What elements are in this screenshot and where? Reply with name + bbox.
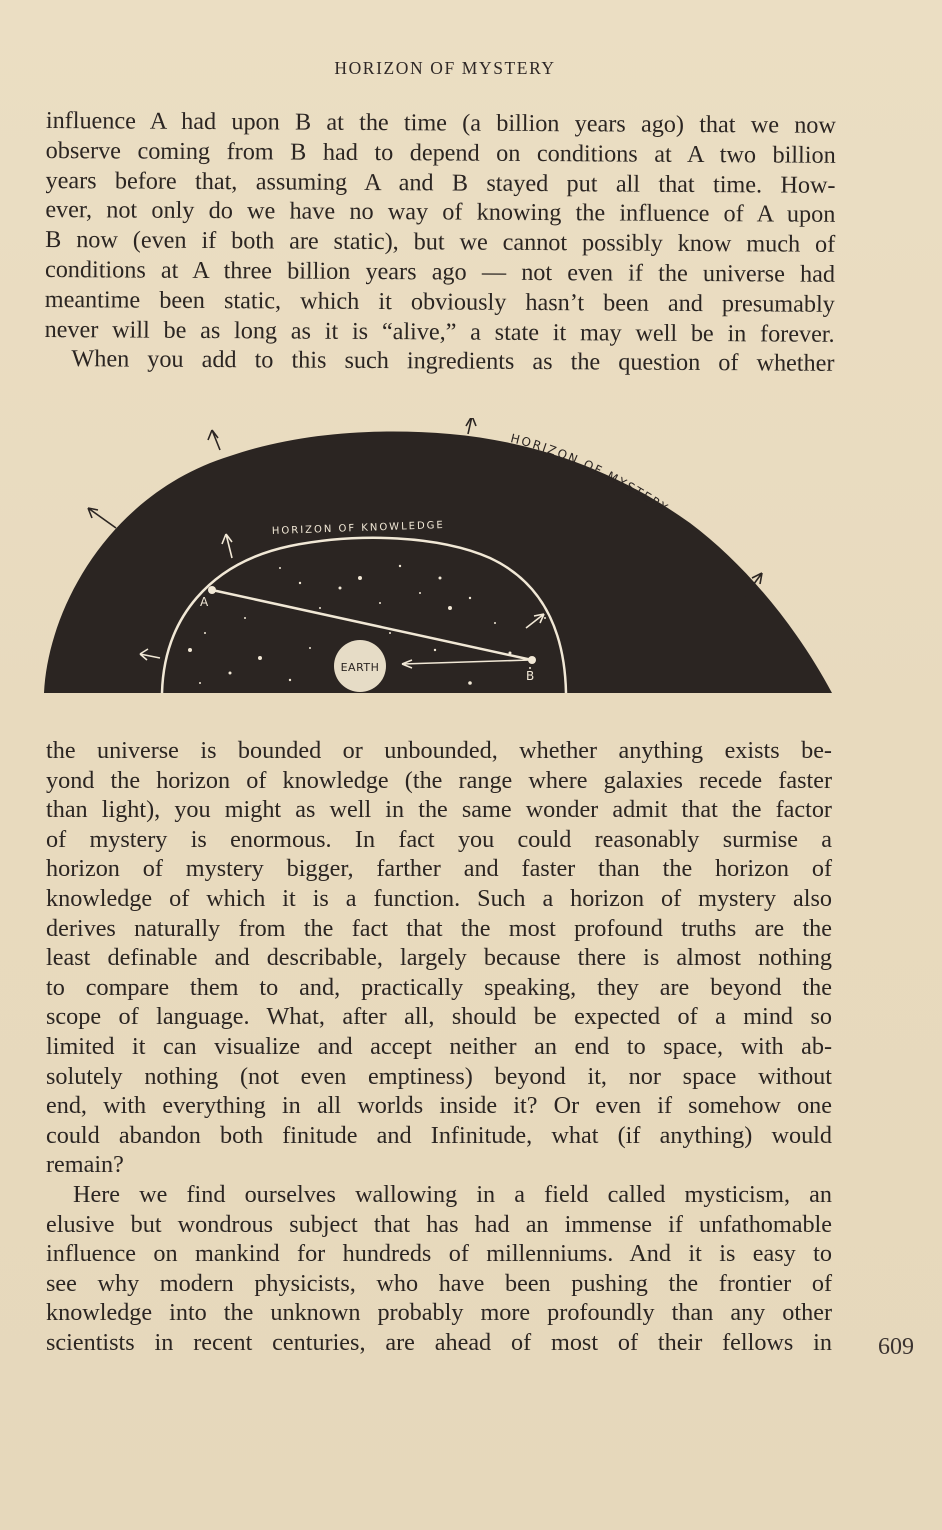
star <box>244 617 246 619</box>
text-line: to compare them to and, practically speaking, they are beyond the <box>46 973 832 1001</box>
text-line: remain? <box>46 1151 124 1179</box>
text-line: scope of language. What, after all, should be expected of a mind so <box>46 1003 832 1031</box>
text-line: knowledge of which it is a function. Such a horizon of mystery also <box>46 884 832 912</box>
text-line: When you add to this such ingredients as the question of whether <box>71 345 835 378</box>
text-line: least definable and describable, largely because there is almost nothing <box>46 944 832 972</box>
text-line: could abandon both finitude and Infinitude, what (if anything) would <box>46 1121 832 1149</box>
text-line: influence A had upon B at the time (a billion years ago) that we now <box>45 106 836 139</box>
text-line: years before that, assuming A and B stayed put all that time. How- <box>45 166 836 199</box>
arrow-icon <box>466 418 476 434</box>
star <box>379 602 381 604</box>
text-line: Here we find ourselves wallowing in a field called mysticism, an <box>73 1180 832 1208</box>
horizon-of-mystery-textpath: HORIZON OF MYSTERY <box>509 431 672 516</box>
text-line: end, with everything in all worlds inside it? Or even if somehow one <box>46 1092 832 1120</box>
star <box>469 597 471 599</box>
star <box>319 607 321 609</box>
text-line: knowledge into the unknown probably more profoundly than any other <box>46 1299 832 1327</box>
text-line: limited it can visualize and accept neither an end to space, with ab- <box>46 1032 832 1060</box>
page-number: 609 <box>878 1334 914 1360</box>
point-b-label: B <box>526 669 535 683</box>
star <box>339 587 342 590</box>
star <box>448 606 452 610</box>
star <box>434 649 436 651</box>
text-line: never will be as long as it is “alive,” a state it may well be in forever. <box>44 315 835 348</box>
star <box>309 647 311 649</box>
star <box>494 622 496 624</box>
star <box>439 577 442 580</box>
text-line: horizon of mystery bigger, farther and faster than the horizon of <box>46 855 832 883</box>
star <box>468 681 472 685</box>
horizon-diagram <box>40 418 840 698</box>
text-line: the universe is bounded or unbounded, whether anything exists be- <box>46 737 832 764</box>
star <box>204 632 206 634</box>
star <box>399 565 401 567</box>
text-line: derives naturally from the fact that the most profound truths are the <box>46 914 832 942</box>
horizon-of-knowledge-label: HORIZON OF KNOWLEDGE <box>271 519 445 537</box>
text-line: solutely nothing (not even emptiness) beyond it, nor space without <box>46 1062 832 1090</box>
star <box>279 567 281 569</box>
point-a-dot <box>208 586 216 594</box>
paragraph-top <box>44 106 836 379</box>
point-a-label: A <box>200 595 209 609</box>
text-line: influence on mankind for hundreds of millenniums. And it is easy to <box>46 1240 832 1268</box>
horizon-of-mystery-region <box>44 432 832 693</box>
text-line: ever, not only do we have no way of knowing the influence of A upon <box>45 196 836 229</box>
star <box>419 592 421 594</box>
text-line: yond the horizon of knowledge (the range where galaxies recede faster <box>46 766 832 794</box>
text-line: than light), you might as well in the same wonder admit that the factor <box>46 796 832 824</box>
star <box>258 656 262 660</box>
text-line: observe coming from B had to depend on conditions at A two billion <box>45 136 836 169</box>
text-line: scientists in recent centuries, are ahead of most of their fellows in <box>46 1328 832 1356</box>
earth-label: EARTH <box>340 661 380 674</box>
running-head: HORIZON OF MYSTERY <box>334 58 556 78</box>
star <box>188 648 192 652</box>
arrow-icon <box>208 430 220 450</box>
text-line: conditions at A three billion years ago — not even if the universe had <box>44 255 836 288</box>
star <box>289 679 291 681</box>
text-line: meantime been static, which it obviously hasn’t been and presumably <box>44 285 835 318</box>
text-line: elusive but wondrous subject that has had an immense if unfathomable <box>46 1210 832 1238</box>
star <box>199 682 201 684</box>
star <box>544 617 546 619</box>
text-line: see why modern physicists, who have been pushing the frontier of <box>46 1269 832 1297</box>
arrow-icon <box>88 508 116 528</box>
star <box>389 632 391 634</box>
star <box>229 672 232 675</box>
text-line: B now (even if both are static), but we cannot possibly know much of <box>45 226 836 259</box>
star <box>358 576 362 580</box>
text-line: of mystery is enormous. In fact you could reasonably surmise a <box>46 825 832 853</box>
paragraph-bottom <box>46 736 832 1357</box>
star <box>299 582 301 584</box>
